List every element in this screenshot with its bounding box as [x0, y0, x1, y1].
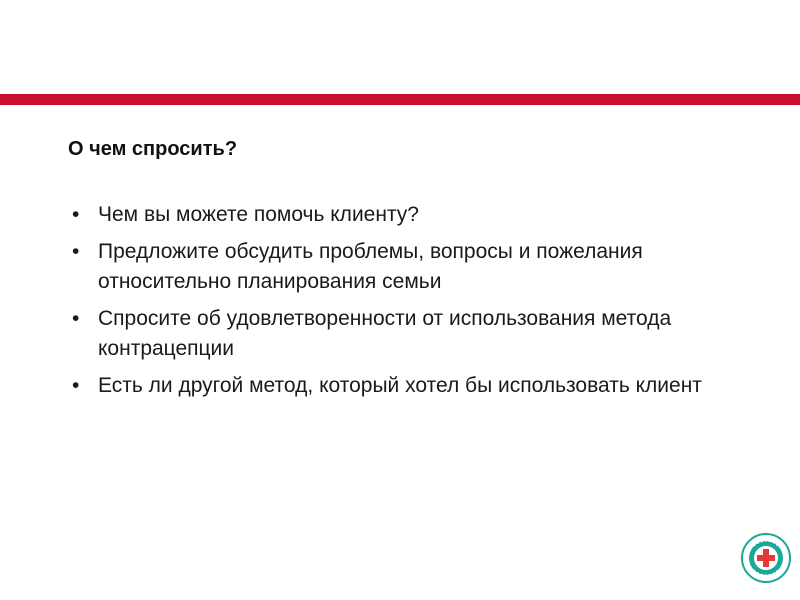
bullet-list — [72, 200, 712, 408]
bullet-marker: • — [72, 203, 80, 226]
bullet-text: Спросите об удовлетворенности от использования метода контрацепции — [98, 307, 672, 360]
bullet-item — [72, 200, 712, 230]
bullet-marker: • — [72, 240, 80, 263]
header-accent-bar — [0, 94, 800, 105]
bullet-item — [72, 304, 712, 364]
bullet-text: Чем вы можете помочь клиенту? — [98, 203, 419, 226]
bullet-item — [72, 237, 712, 297]
bullet-text: Предложите обсудить проблемы, вопросы и пожелания относительно планирования семьи — [98, 240, 643, 293]
bullet-marker: • — [72, 374, 80, 397]
medical-cross-emblem-icon — [740, 532, 792, 584]
bullet-marker: • — [72, 307, 80, 330]
bullet-text: Есть ли другой метод, который хотел бы использовать клиент — [98, 374, 702, 397]
slide-title: О чем спросить? — [68, 138, 238, 160]
bullet-item — [72, 371, 712, 401]
